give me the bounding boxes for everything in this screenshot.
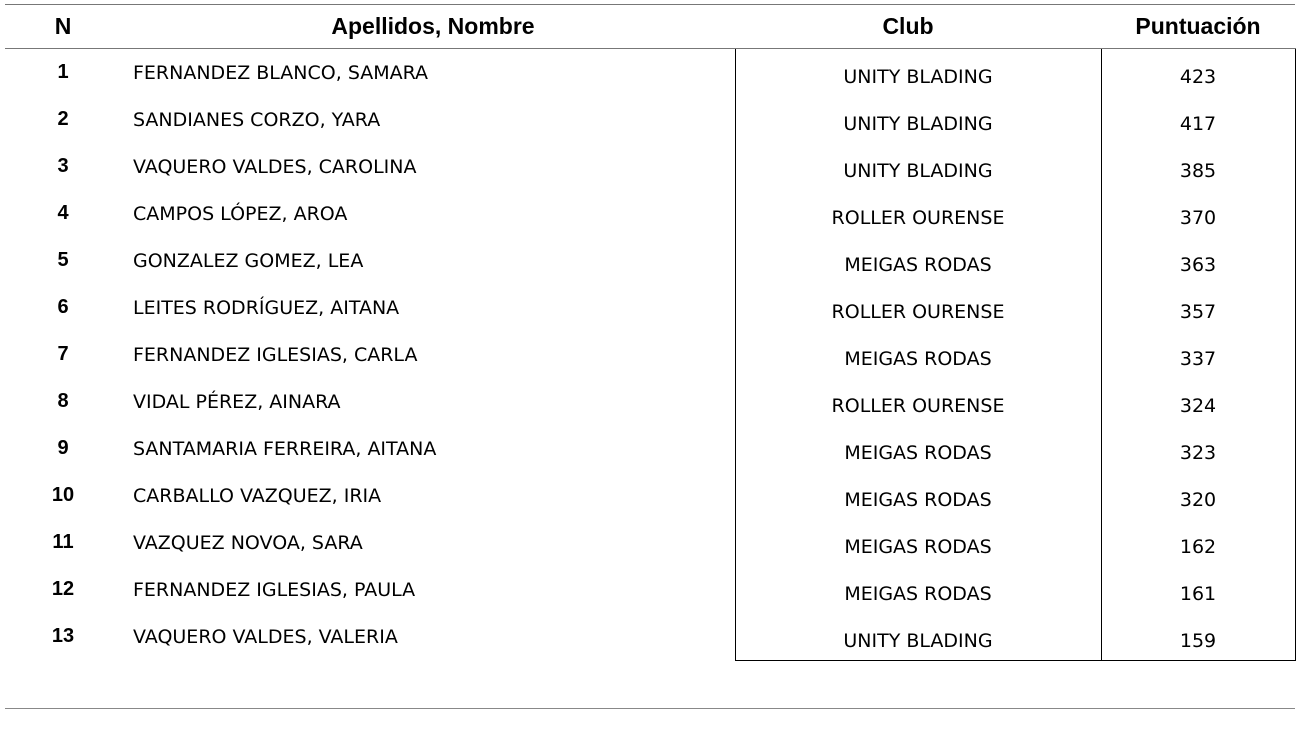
rank-cell: 2: [57, 108, 69, 130]
club-cell: [735, 425, 1101, 472]
score-value: 370: [1179, 206, 1217, 229]
club-cell: [735, 519, 1101, 566]
score-value: 337: [1179, 347, 1217, 370]
table-row: [5, 237, 1295, 284]
club-label: ROLLER OURENSE: [831, 394, 1005, 417]
club-cell: [735, 472, 1101, 519]
score-value: 385: [1179, 159, 1217, 182]
table-row: [5, 378, 1295, 425]
name-cell: SANTAMARIA FERREIRA, AITANA: [133, 437, 437, 460]
club-cell: [735, 49, 1101, 97]
rank-cell: 3: [57, 155, 69, 177]
score-value: 323: [1179, 441, 1217, 464]
club-cell: [735, 331, 1101, 378]
table-row: [5, 284, 1295, 331]
rank-cell: 9: [57, 437, 69, 459]
score-cell: [1101, 566, 1295, 613]
score-value: 324: [1179, 394, 1217, 417]
name-cell: VIDAL PÉREZ, AINARA: [133, 390, 341, 413]
name-cell: CARBALLO VAZQUEZ, IRIA: [133, 484, 382, 507]
table-row: [5, 472, 1295, 519]
table-row: [5, 566, 1295, 613]
score-cell: [1101, 284, 1295, 331]
table-row: [5, 143, 1295, 190]
name-cell: SANDIANES CORZO, YARA: [133, 108, 381, 131]
club-cell: [735, 96, 1101, 143]
header-name: Apellidos, Nombre: [121, 5, 735, 49]
score-cell: [1101, 49, 1295, 97]
club-label: UNITY BLADING: [843, 112, 993, 135]
rank-cell: 12: [51, 578, 75, 600]
club-label: ROLLER OURENSE: [831, 206, 1005, 229]
rank-cell: 4: [57, 202, 69, 224]
score-value: 320: [1179, 488, 1217, 511]
table-row: [5, 96, 1295, 143]
table-row: [5, 331, 1295, 378]
rank-cell: 5: [57, 249, 69, 271]
rank-cell: 13: [51, 625, 75, 648]
bottom-divider: [5, 708, 1295, 709]
name-cell: VAQUERO VALDES, CAROLINA: [133, 155, 417, 178]
header-score: Puntuación: [1101, 5, 1295, 49]
name-cell: GONZALEZ GOMEZ, LEA: [133, 249, 364, 272]
club-label: MEIGAS RODAS: [844, 488, 992, 511]
club-cell: [735, 566, 1101, 613]
rank-cell: 1: [57, 61, 69, 83]
club-label: MEIGAS RODAS: [844, 441, 992, 464]
score-cell: [1101, 613, 1295, 661]
score-cell: [1101, 378, 1295, 425]
name-cell: VAZQUEZ NOVOA, SARA: [133, 531, 363, 554]
club-cell: [735, 613, 1101, 661]
club-label: UNITY BLADING: [843, 65, 993, 88]
club-cell: [735, 143, 1101, 190]
rank-cell: 10: [51, 484, 75, 506]
table-body: [5, 49, 1295, 661]
club-cell: [735, 237, 1101, 284]
club-label: UNITY BLADING: [843, 629, 993, 652]
score-cell: [1101, 425, 1295, 472]
name-cell: LEITES RODRÍGUEZ, AITANA: [133, 296, 400, 319]
header-club: Club: [735, 5, 1101, 49]
table-row: [5, 190, 1295, 237]
name-cell: VAQUERO VALDES, VALERIA: [133, 625, 398, 648]
score-value: 363: [1179, 253, 1217, 276]
club-label: ROLLER OURENSE: [831, 300, 1005, 323]
score-cell: [1101, 237, 1295, 284]
score-cell: [1101, 519, 1295, 566]
club-label: UNITY BLADING: [843, 159, 993, 182]
header-n: N: [5, 5, 121, 49]
rank-cell: 7: [57, 343, 69, 365]
club-label: MEIGAS RODAS: [844, 535, 992, 558]
table-row: [5, 613, 1295, 661]
rank-cell: 11: [52, 531, 74, 553]
club-cell: [735, 190, 1101, 237]
score-value: 423: [1179, 65, 1217, 88]
score-value: 159: [1179, 629, 1217, 652]
score-cell: [1101, 96, 1295, 143]
table-header: [5, 5, 1295, 49]
name-cell: FERNANDEZ BLANCO, SAMARA: [133, 61, 429, 84]
club-label: MEIGAS RODAS: [844, 253, 992, 276]
club-cell: [735, 378, 1101, 425]
name-cell: FERNANDEZ IGLESIAS, CARLA: [133, 343, 418, 366]
table-row: [5, 519, 1295, 566]
score-cell: [1101, 143, 1295, 190]
score-value: 162: [1179, 535, 1217, 558]
name-cell: CAMPOS LÓPEZ, AROA: [133, 202, 348, 225]
club-cell: [735, 284, 1101, 331]
rank-cell: 6: [57, 296, 69, 318]
rank-cell: 8: [57, 390, 69, 412]
header-row: [5, 5, 1295, 49]
score-cell: [1101, 472, 1295, 519]
club-label: MEIGAS RODAS: [844, 582, 992, 605]
results-table: [5, 4, 1296, 661]
table-row: [5, 425, 1295, 472]
name-cell: FERNANDEZ IGLESIAS, PAULA: [133, 578, 416, 601]
score-cell: [1101, 331, 1295, 378]
score-value: 357: [1179, 300, 1217, 323]
score-cell: [1101, 190, 1295, 237]
score-value: 161: [1179, 582, 1217, 605]
score-value: 417: [1179, 112, 1217, 135]
table-row: [5, 49, 1295, 97]
club-label: MEIGAS RODAS: [844, 347, 992, 370]
